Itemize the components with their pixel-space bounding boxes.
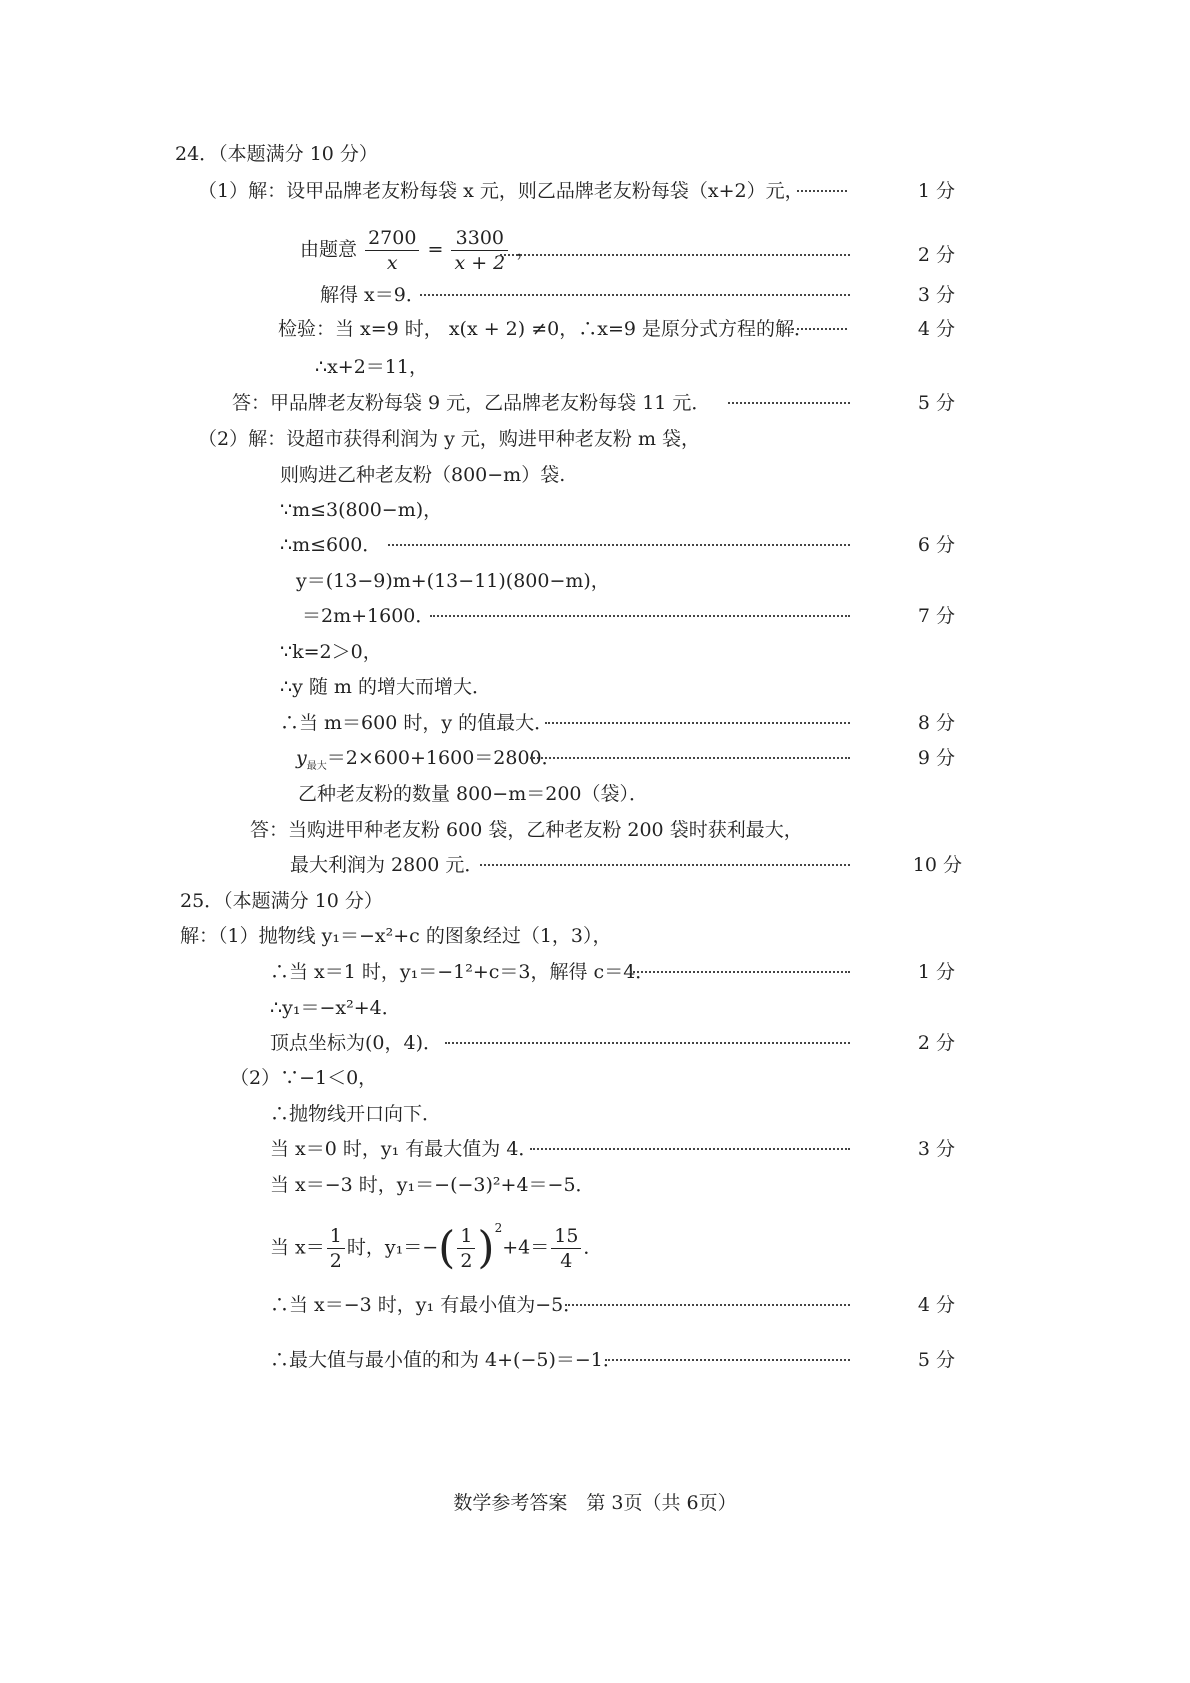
q24-line-3 (0, 280, 1190, 310)
dot-leader (545, 722, 850, 724)
score-label: 4 分 (917, 318, 955, 340)
score-label: 4 分 (917, 1294, 955, 1316)
score-label: 5 分 (917, 392, 955, 414)
frac-num: 1 (327, 1224, 345, 1249)
q24-line-12 (0, 601, 1190, 631)
score-label: 8 分 (917, 712, 955, 734)
dot-leader (630, 971, 850, 973)
dot-leader (420, 294, 850, 296)
q24-line-17 (0, 779, 1190, 809)
score-label: 1 分 (917, 180, 955, 202)
q24-line-18 (0, 815, 1190, 845)
q24-line-9 (0, 495, 1190, 525)
q24-text-10: ∴m≤600． (280, 534, 382, 556)
q25-line-11 (0, 1345, 1190, 1375)
fraction-half (327, 1224, 345, 1273)
q24-text-1: （1）解：设甲品牌老友粉每袋 x 元，则乙品牌老友粉每袋（x+2）元， (198, 180, 804, 202)
equation-prefix: 由题意 (300, 238, 358, 261)
q24-header: 24．（本题满分 10 分） (175, 143, 378, 165)
q24-text-19: 最大利润为 2800 元． (290, 854, 484, 876)
q24-line-10 (0, 530, 1190, 560)
q24-text-3: 解得 x＝9． (320, 284, 425, 306)
right-paren: ) (477, 1222, 495, 1274)
subscript-max: 最大 (306, 760, 327, 772)
q25-text-10: ∴当 x＝−3 时，y₁ 有最小值为−5． (270, 1294, 583, 1316)
dot-leader (605, 1359, 850, 1361)
q25-line-3 (0, 993, 1190, 1023)
dot-leader (792, 328, 847, 330)
score-label: 3 分 (917, 1138, 955, 1160)
q24-text-17: 乙种老友粉的数量 800−m＝200（袋）． (298, 783, 649, 805)
frac-den: 4 (560, 1249, 573, 1272)
q24-text-16 (296, 743, 561, 782)
dot-leader (728, 402, 850, 404)
q25-line-1 (0, 921, 1190, 951)
dot-leader (797, 190, 847, 192)
q25-text-2: ∴当 x＝1 时，y₁＝−1²+c＝3，解得 c＝4． (270, 961, 655, 983)
q25-text-5: （2）∵−1＜0， (230, 1067, 378, 1089)
frac-den: 2 (329, 1249, 342, 1272)
dot-leader (530, 1148, 850, 1150)
q24-text-5: ∴x+2＝11， (315, 356, 428, 378)
q24-text-18: 答：当购进甲种老友粉 600 袋，乙种老友粉 200 袋时获利最大， (250, 819, 803, 841)
q24-text-8: 则购进乙种老友粉（800−m）袋. (280, 464, 566, 486)
q24-text-9: ∵m≤3(800−m)， (280, 499, 443, 521)
dot-leader (430, 615, 850, 617)
q24-text-6: 答：甲品牌老友粉每袋 9 元，乙品牌老友粉每袋 11 元． (232, 392, 711, 414)
q25-line-5 (0, 1063, 1190, 1093)
q25-header-line (0, 886, 1190, 916)
q24-line-8 (0, 460, 1190, 490)
q24-line-16 (0, 743, 1190, 773)
frac-num: 1 (457, 1224, 475, 1249)
q24-line-4 (0, 314, 1190, 344)
equation-suffix: ， (516, 238, 536, 261)
text-segment: 时，y₁＝− (346, 1236, 439, 1259)
score-label: 7 分 (917, 605, 955, 627)
q24-line-6 (0, 388, 1190, 418)
q24-text-7: （2）解：设超市获得利润为 y 元，购进甲种老友粉 m 袋， (198, 428, 700, 450)
page-footer: 数学参考答案 第 3页（共 6页） (453, 1492, 737, 1514)
dot-leader (480, 864, 850, 866)
q24-line-11 (0, 566, 1190, 596)
frac-num: 3300 (451, 226, 508, 251)
text-segment: 当 x＝ (270, 1236, 325, 1259)
dot-leader (530, 757, 850, 759)
q24-line-5 (0, 352, 1190, 382)
q25-text-3: ∴y₁＝−x²+4． (270, 997, 401, 1019)
q24-text-11: y＝(13−9)m+(13−11)(800−m)， (296, 570, 610, 592)
q25-line-9 (0, 1212, 1190, 1272)
score-label: 2 分 (917, 244, 955, 266)
q24-text-4: 检验：当 x=9 时， x(x + 2) ≠0，∴x=9 是原分式方程的解． (278, 318, 813, 340)
frac-den: x (386, 252, 398, 274)
left-paren: ( (438, 1222, 456, 1274)
score-label: 6 分 (917, 534, 955, 556)
score-label: 9 分 (917, 747, 955, 769)
text-segment: +4＝ (502, 1236, 550, 1259)
score-label: 3 分 (917, 284, 955, 306)
dot-leader (565, 1304, 850, 1306)
score-label: 1 分 (917, 961, 955, 983)
text-segment: ． (583, 1236, 603, 1259)
q24-line-1 (0, 176, 1190, 206)
score-label: 2 分 (917, 1032, 955, 1054)
q25-line-4 (0, 1028, 1190, 1058)
fraction-result (551, 1224, 581, 1273)
q25-text-8: 当 x＝−3 时，y₁＝−(−3)²+4＝−5． (270, 1174, 595, 1196)
q25-line-6 (0, 1099, 1190, 1129)
q25-line-8 (0, 1170, 1190, 1200)
q25-line-7 (0, 1134, 1190, 1164)
fraction-right (451, 226, 508, 275)
q25-text-7: 当 x＝0 时，y₁ 有最大值为 4． (270, 1138, 538, 1160)
q24-text-13: ∵k=2＞0， (280, 641, 382, 663)
var-y: y (296, 747, 307, 769)
q24-header-line (0, 139, 1190, 169)
q24-line-19 (0, 850, 1190, 880)
q24-line-7 (0, 424, 1190, 454)
q24-line-13 (0, 637, 1190, 667)
q24-equation (300, 226, 535, 275)
score-label: 5 分 (917, 1349, 955, 1371)
q24-text-16-rest: ＝2×600+1600＝2800． (326, 747, 561, 769)
q24-text-14: ∴y 随 m 的增大而增大． (280, 676, 491, 698)
fraction-left (365, 226, 419, 275)
frac-den: x + 2 (454, 252, 506, 274)
q25-line-10 (0, 1290, 1190, 1320)
q24-text-12: ＝2m+1600． (302, 605, 435, 627)
score-label: 10 分 (912, 854, 962, 876)
dot-leader (388, 544, 850, 546)
equals-sign: = (427, 238, 444, 261)
q25-text-11: ∴最大值与最小值的和为 4+(−5)＝−1． (270, 1349, 622, 1371)
dot-leader (445, 1042, 850, 1044)
frac-den: 2 (460, 1249, 473, 1272)
q25-text-9 (270, 1212, 602, 1277)
q25-text-4: 顶点坐标为(0，4)． (270, 1032, 443, 1054)
q25-line-2 (0, 957, 1190, 987)
fraction-half-paren (457, 1224, 475, 1273)
q24-line-2 (0, 218, 1190, 274)
frac-num: 2700 (365, 226, 419, 251)
exponent: 2 (494, 1221, 503, 1235)
q25-text-1: 解：（1）抛物线 y₁＝−x²+c 的图象经过（1，3）， (180, 925, 612, 947)
frac-num: 15 (551, 1224, 581, 1249)
q24-line-14 (0, 672, 1190, 702)
q25-header: 25．（本题满分 10 分） (180, 890, 383, 912)
q24-line-15 (0, 708, 1190, 738)
q24-text-15: ∴当 m＝600 时，y 的值最大． (280, 712, 554, 734)
dot-leader (500, 254, 850, 256)
q25-text-6: ∴抛物线开口向下． (270, 1103, 442, 1125)
